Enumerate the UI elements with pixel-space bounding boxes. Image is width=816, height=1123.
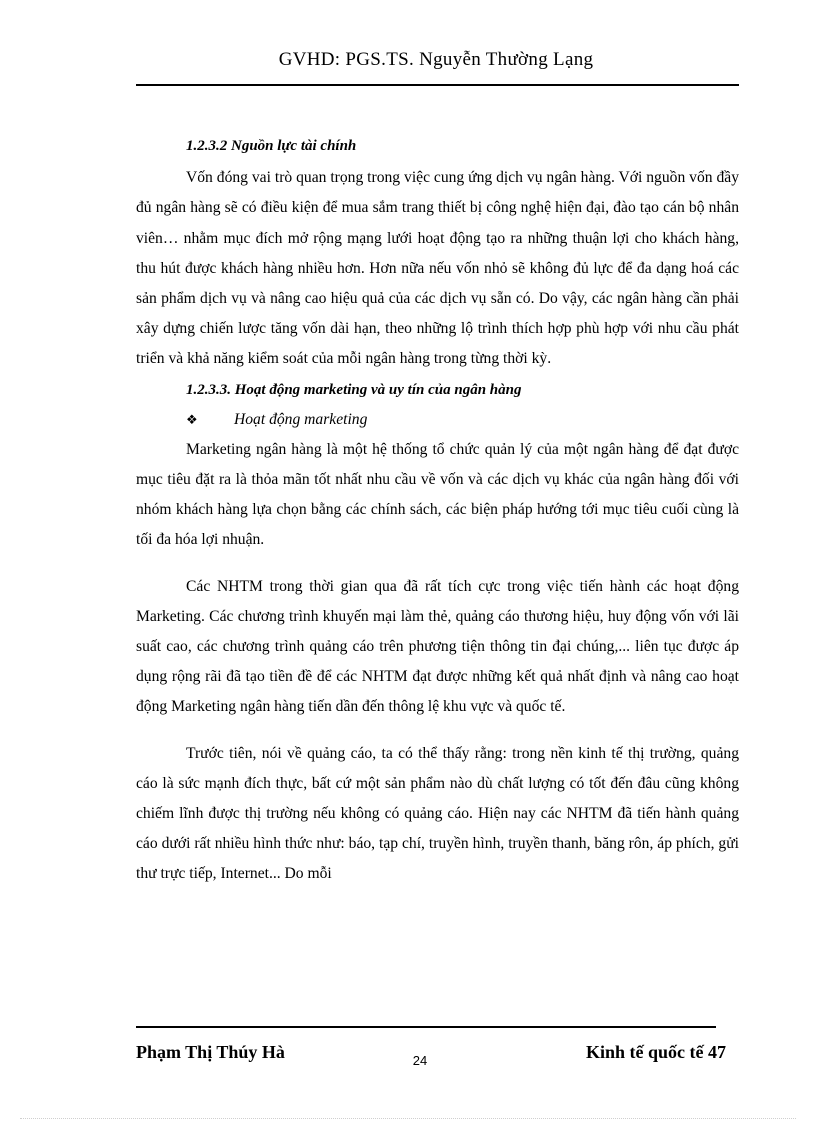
paragraph-advertising: Trước tiên, nói về quảng cáo, ta có thể thấy rằng: trong nền kinh tế thị trường, quảng cáo là sức mạnh đích thực, bất cứ một sản phẩm nào dù chất lượng có tốt đến đâu cũng không chiếm lĩnh được thị trường nếu không có quảng cáo. Hiện nay các NHTM đã tiến hành quảng cáo dưới rất nhiều hình thức như: báo, tạp chí, truyền hình, truyền thanh, băng rôn, áp phích, gửi thư trực tiếp, Internet... Do mỗi [136, 744, 739, 883]
paragraph-nhtm-marketing: Các NHTM trong thời gian qua đã rất tích cực trong việc tiến hành các hoạt động Marketing. Các chương trình khuyến mại làm thẻ, quảng cáo thương hiệu, huy động vốn với lãi suất cao, các chương trình quảng cáo trên phương tiện thông tin đại chúng,... liên tục được áp dụng rộng rãi đã tạo tiền đề để các NHTM đạt được những kết quả nhất định và nâng cao hoạt động Marketing ngân hàng tiến dần đến thông lệ khu vực và quốc tế. [136, 577, 739, 716]
footer-class-name: Kinh tế quốc tế 47 [585, 1042, 726, 1062]
paragraph-spacer [136, 723, 739, 739]
section-heading-financial-resources: 1.2.3.2 Nguồn lực tài chính [186, 138, 357, 154]
bullet-item-marketing [136, 405, 739, 435]
body-content [136, 131, 739, 890]
page-number: 24 [412, 1053, 428, 1068]
bullet-label: Hoạt động marketing [234, 410, 368, 428]
page-header-title: GVHD: PGS.TS. Nguyễn Thường Lạng [278, 49, 594, 70]
page-bottom-border [20, 1118, 796, 1119]
paragraph-marketing-definition: Marketing ngân hàng là một hệ thống tổ chức quản lý của một ngân hàng để đạt được mục tiêu đặt ra là thỏa mãn tốt nhất nhu cầu về vốn và các dịch vụ khác của ngân hàng đối với nhóm khách hàng lựa chọn bằng các chính sách, các biện pháp hướng tới mục tiêu cuối cùng là tối đa hóa lợi nhuận. [136, 440, 739, 549]
section-heading-marketing-reputation: 1.2.3.3. Hoạt động marketing và uy tín của ngân hàng [186, 381, 522, 398]
paragraph-financial-resources: Vốn đóng vai trò quan trọng trong việc cung ứng dịch vụ ngân hàng. Với nguồn vốn đầy đủ ngân hàng sẽ có điều kiện để mua sắm trang thiết bị công nghệ hiện đại, đào tạo cán bộ nhân viên… nhằm mục đích mở rộng mạng lưới hoạt động tạo ra những thuận lợi cho khách hàng, thu hút được khách hàng nhiều hơn. Hơn nữa nếu vốn nhỏ sẽ không đủ lực để đa dạng hoá các sản phẩm dịch vụ và nâng cao hiệu quả của các dịch vụ sẵn có. Do vậy, các ngân hàng cần phải xây dựng chiến lược tăng vốn dài hạn, theo những lộ trình thích hợp phù hợp với nhu cầu phát triển và khả năng kiểm soát của mỗi ngân hàng trong từng thời kỳ. [136, 169, 739, 368]
paragraph-spacer [136, 556, 739, 572]
diamond-bullet-icon: ❖ [186, 411, 198, 427]
footer-divider [136, 1026, 716, 1028]
footer-author: Phạm Thị Thúy Hà [136, 1042, 285, 1062]
header-divider [136, 84, 739, 86]
